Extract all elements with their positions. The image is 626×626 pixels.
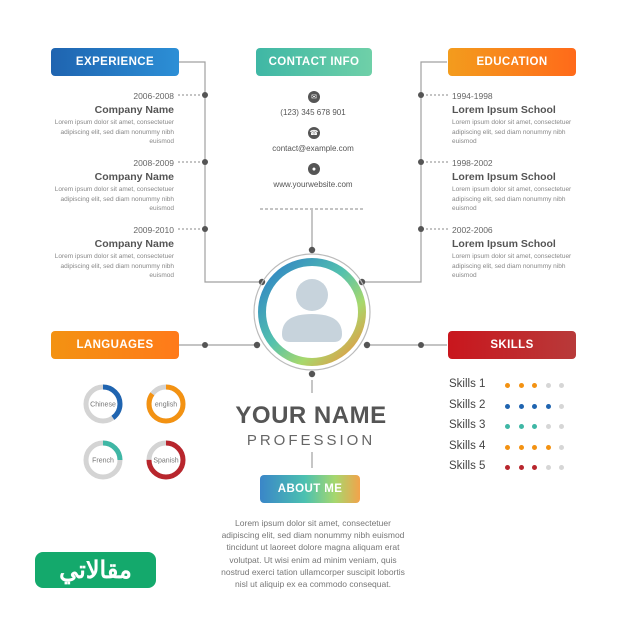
skill-level-dot — [519, 445, 524, 450]
avatar — [250, 250, 374, 374]
phone-icon: ☎ — [308, 127, 320, 139]
skill-level-dot — [546, 424, 551, 429]
skill-level-dot — [505, 445, 510, 450]
desc-line: adipiscing elit, sed diam nonummy nibh — [60, 262, 174, 270]
skill-level-dot — [519, 383, 524, 388]
skill-label: Skills 1 — [449, 378, 486, 390]
desc-line: adipiscing elit, sed diam nonummy nibh — [60, 128, 174, 136]
skill-label: Skills 4 — [449, 439, 486, 452]
education-date: 1998-2002 — [452, 158, 493, 168]
languages-chart — [70, 372, 200, 492]
skill-label: Skills 2 — [449, 398, 486, 411]
profile-profession: PROFESSION — [246, 432, 376, 449]
about-line: volutpat. Ut wisi enim ad minim veniam, quis — [229, 554, 397, 565]
education-date: 1994-1998 — [452, 91, 493, 101]
experience-date: 2009-2010 — [133, 225, 174, 235]
education-description — [452, 252, 571, 281]
desc-line: Lorem ipsum dolor sit amet, consectetuer — [452, 186, 572, 193]
experience-header: EXPERIENCE — [51, 48, 179, 76]
about-line: tincidunt ut laoreet dolore magna aliquam erat — [226, 542, 400, 553]
experience-company: Company Name — [94, 104, 174, 116]
about-line: Lorem ipsum dolor sit amet, consectetuer — [235, 518, 391, 528]
skill-level-dot — [559, 465, 564, 470]
skill-level-dot — [519, 465, 524, 470]
skill-level-dot — [519, 404, 524, 409]
desc-line: Lorem ipsum dolor sit amet, consectetuer — [54, 186, 174, 193]
language-donut — [149, 443, 183, 477]
experience-company: Company Name — [94, 171, 174, 183]
education-header: EDUCATION — [448, 48, 576, 76]
skill-level-dot — [559, 445, 564, 450]
skill-level-dot — [532, 404, 537, 409]
contact-header: CONTACT INFO — [256, 48, 372, 76]
skill-level-dot — [559, 424, 564, 429]
language-label: Spanish — [153, 457, 179, 465]
contact-phone: (123) 345 678 901 — [280, 108, 346, 117]
skill-level-dot — [519, 424, 524, 429]
skill-level-dot — [546, 465, 551, 470]
profile-name: YOUR NAME — [235, 402, 387, 429]
skill-level-dot — [546, 404, 551, 409]
desc-line: Lorem ipsum dolor sit amet, consectetuer — [54, 119, 174, 126]
brand-logo: مقالاتي — [35, 552, 156, 588]
about-text — [196, 517, 430, 590]
skill-level-dot — [559, 383, 564, 388]
skill-level-dot — [532, 445, 537, 450]
skill-level-dot — [532, 465, 537, 470]
contact-email: contact@example.com — [272, 144, 354, 153]
experience-company: Company Name — [94, 238, 174, 250]
desc-line: Lorem ipsum dolor sit amet, consectetuer — [452, 253, 572, 260]
education-school: Lorem Ipsum School — [452, 171, 556, 183]
experience-description — [55, 118, 174, 147]
language-donut — [86, 443, 120, 477]
education-school: Lorem Ipsum School — [452, 238, 556, 250]
skill-level-dot — [505, 404, 510, 409]
skills-header: SKILLS — [448, 331, 576, 359]
skill-level-dot — [532, 383, 537, 388]
skill-level-dot — [505, 424, 510, 429]
education-school: Lorem Ipsum School — [452, 104, 556, 116]
desc-line: adipiscing elit, sed diam nonummy nibh — [60, 195, 174, 203]
desc-line: euismod — [149, 205, 174, 212]
globe-icon: ● — [308, 163, 320, 175]
experience-date: 2006-2008 — [133, 91, 174, 101]
skill-label: Skills 5 — [449, 460, 486, 472]
experience-date: 2008-2009 — [133, 158, 174, 168]
mail-icon: ✉ — [308, 91, 320, 103]
skill-level-dot — [505, 383, 510, 388]
languages-header: LANGUAGES — [51, 331, 179, 359]
skill-level-dot — [505, 465, 510, 470]
skill-level-dot — [546, 383, 551, 388]
language-label: Chinese — [90, 401, 116, 409]
desc-line: adipiscing elit, sed diam nonummy nibh — [452, 128, 566, 136]
experience-description — [55, 252, 174, 281]
language-donut — [149, 387, 183, 421]
desc-line: euismod — [452, 138, 477, 145]
desc-line: euismod — [149, 138, 174, 145]
about-line: nisl ut aliquip ex ea commodo consequat. — [235, 579, 391, 590]
education-description — [452, 118, 571, 147]
skill-level-dot — [546, 445, 551, 450]
desc-line: Lorem ipsum dolor sit amet, consectetuer — [452, 119, 572, 126]
language-donut — [86, 387, 120, 421]
desc-line: adipiscing elit, sed diam nonummy nibh — [452, 262, 566, 270]
desc-line: euismod — [452, 272, 477, 279]
skill-label: Skills 3 — [449, 419, 486, 431]
skill-level-dot — [532, 424, 537, 429]
about-line: adipiscing elit, sed diam nonummy nibh euismod — [221, 530, 405, 541]
desc-line: Lorem ipsum dolor sit amet, consectetuer — [54, 253, 174, 260]
skill-level-dot — [559, 404, 564, 409]
experience-description — [55, 185, 174, 214]
desc-line: euismod — [149, 272, 174, 279]
education-description — [452, 185, 571, 214]
desc-line: adipiscing elit, sed diam nonummy nibh — [452, 195, 566, 203]
language-label: French — [92, 457, 114, 465]
contact-website: www.yourwebsite.com — [273, 180, 353, 189]
about-line: nostrud exerci tation ullamcorper suscipit lobortis — [221, 566, 405, 577]
about-header: ABOUT ME — [260, 475, 360, 503]
education-date: 2002-2006 — [452, 225, 493, 235]
language-label: english — [154, 401, 178, 409]
desc-line: euismod — [452, 205, 477, 212]
